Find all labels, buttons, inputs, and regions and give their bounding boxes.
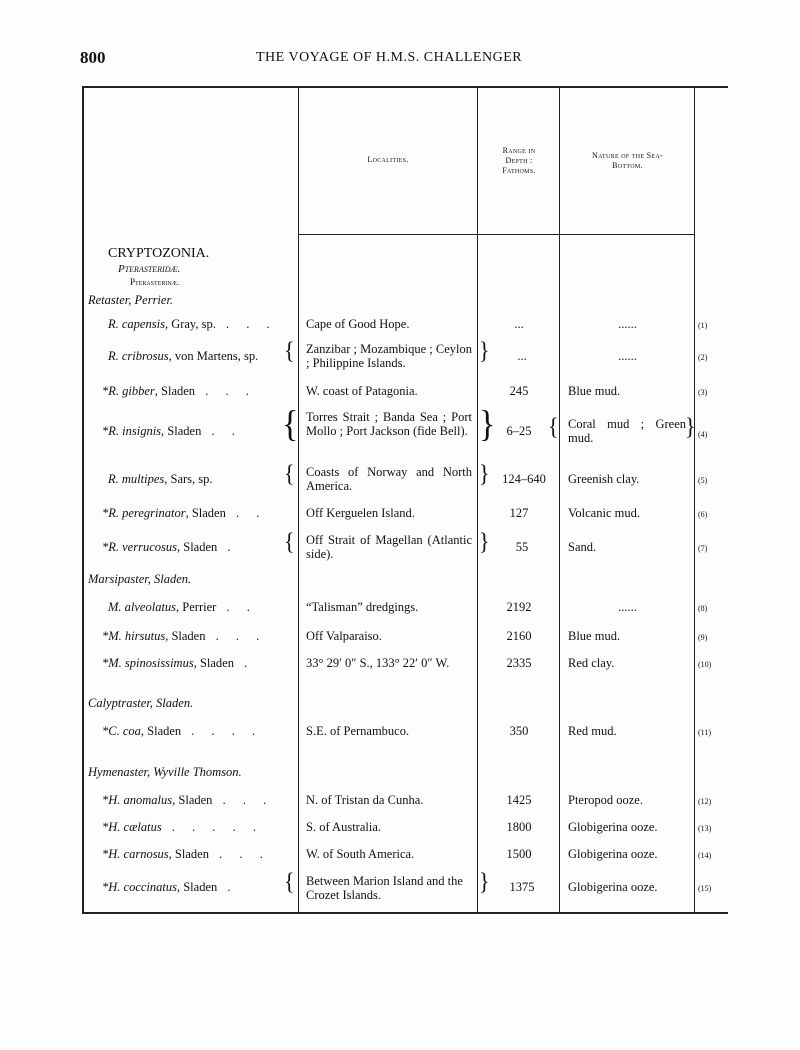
species-authority: , Sladen xyxy=(172,793,213,807)
table-row-bottom: Globigerina ooze. xyxy=(568,880,658,894)
species-name: *R. gibber xyxy=(102,384,155,398)
species-authority: , Sladen xyxy=(168,847,209,861)
table-row-ref: (4) xyxy=(698,430,708,439)
table-row-ref: (12) xyxy=(698,797,712,806)
table-row-depth: 1425 xyxy=(506,793,532,807)
table-row-bottom: Sand. xyxy=(568,540,597,554)
table-row-depth: 2192 xyxy=(506,600,532,614)
table-row-species xyxy=(108,472,213,486)
table-row-locality: Off Strait of Magellan (Atlantic side). xyxy=(306,533,472,561)
species-name: *H. coccinatus xyxy=(102,880,177,894)
species-authority: , von Martens, sp. xyxy=(168,349,259,363)
table-row-depth: 6–25 xyxy=(506,424,532,438)
species-authority: , Sladen xyxy=(161,424,202,438)
brace-left: { xyxy=(284,459,295,488)
header-bottom-line-1: Nature of the Sea- xyxy=(592,151,663,160)
table-row-bottom: ...... xyxy=(618,349,637,363)
header-depth xyxy=(479,146,559,176)
table-row-ref: (15) xyxy=(698,884,712,893)
brace-left: { xyxy=(284,527,295,556)
header-sea-bottom xyxy=(561,151,694,171)
order-heading: CRYPTOZONIA. xyxy=(108,246,210,261)
brace-left: { xyxy=(548,412,559,441)
table-row-ref: (6) xyxy=(698,510,708,519)
brace-left: { xyxy=(282,404,299,445)
header-depth-line-2: Depth : xyxy=(505,156,533,165)
table-row-ref: (7) xyxy=(698,544,708,553)
table-row-depth: ... xyxy=(514,317,524,331)
table-top-rule xyxy=(82,86,728,88)
table-row-species: *H. cælatus . . . . . xyxy=(102,820,263,834)
table-row-bottom: Greenish clay. xyxy=(568,472,640,486)
table-row-depth: 245 xyxy=(509,384,529,398)
species-authority: , Perrier xyxy=(176,600,217,614)
species-authority: , Sladen xyxy=(185,506,226,520)
table-row-species: *M. hirsutus, Sladen . . . xyxy=(102,629,267,643)
brace-left: { xyxy=(284,867,295,896)
table-row-ref: (14) xyxy=(698,851,712,860)
table-row-species: *R. insignis, Sladen . . xyxy=(102,424,242,438)
species-authority: , Sladen xyxy=(176,880,218,894)
table-row-species: R. capensis, Gray, sp. . . . xyxy=(108,317,277,331)
table-row-locality: Coasts of Norway and North America. xyxy=(306,465,472,493)
table-row-depth: 1800 xyxy=(506,820,532,834)
table-row-bottom: Globigerina ooze. xyxy=(568,820,658,834)
species-authority: , Sladen xyxy=(177,540,218,554)
table-row-ref: (13) xyxy=(698,824,712,833)
species-authority: , Sars, sp. xyxy=(164,472,213,486)
table-row-ref: (2) xyxy=(698,353,708,362)
header-depth-line-1: Range in xyxy=(502,146,536,155)
table-row-species: *R. verrucosus, Sladen . xyxy=(102,540,238,554)
table-row-locality: Zanzibar ; Mozambique ; Ceylon ; Philippine Islands. xyxy=(306,342,472,370)
family-heading: Pterasteridæ. xyxy=(118,263,181,275)
species-name: R. cribrosus xyxy=(108,349,169,363)
table-row-ref: (11) xyxy=(698,728,712,737)
brace-right: } xyxy=(479,867,490,896)
column-rule-bottom xyxy=(559,88,560,912)
table-row-species: *H. coccinatus, Sladen . xyxy=(102,880,238,894)
species-name: *C. coa xyxy=(102,724,141,738)
species-name: M. alveolatus xyxy=(108,600,177,614)
table-row-locality: 33° 29′ 0″ S., 133° 22′ 0″ W. xyxy=(306,656,450,670)
table-row-locality: Between Marion Island and the Crozet Islands. xyxy=(306,874,463,902)
running-title: THE VOYAGE OF H.M.S. CHALLENGER xyxy=(256,50,523,65)
species-name: *R. insignis xyxy=(102,424,162,438)
table-row-locality: W. coast of Patagonia. xyxy=(306,384,418,398)
brace-right: } xyxy=(479,527,490,556)
genus-heading-calyptraster: Calyptraster, Sladen. xyxy=(88,696,194,710)
species-authority: , Gray, sp. xyxy=(164,317,216,331)
species-name: R. multipes xyxy=(108,472,165,486)
species-name: R. capensis xyxy=(108,317,165,331)
species-name: *H. anomalus xyxy=(102,793,173,807)
table-row-ref: (9) xyxy=(698,633,708,642)
page-number: 800 xyxy=(80,48,106,67)
column-rule-refs xyxy=(694,88,695,912)
table-row-depth: 1500 xyxy=(506,847,532,861)
table-row-species: M. alveolatus, Perrier . . xyxy=(108,600,257,614)
species-name: *M. spinosissimus xyxy=(102,656,194,670)
table-left-rule xyxy=(82,86,84,914)
header-bottom-rule xyxy=(298,234,694,235)
table-row-locality: Off Valparaiso. xyxy=(306,629,382,643)
species-authority: , Sladen xyxy=(140,724,182,738)
species-name: *H. cælatus xyxy=(102,820,162,834)
table-row-species: *H. anomalus, Sladen . . . xyxy=(102,793,274,807)
species-authority: , Sladen xyxy=(154,384,196,398)
table-row-species: *M. spinosissimus, Sladen . xyxy=(102,656,255,670)
table-row-ref: (1) xyxy=(698,321,708,330)
header-bottom-line-2: Bottom. xyxy=(612,161,643,170)
subfamily-heading: Pterasterinæ. xyxy=(130,277,180,287)
table-row-locality: Torres Strait ; Banda Sea ; Port Mollo ; Port Jackson (fide Bell). xyxy=(306,410,472,438)
table-row-bottom: Globigerina ooze. xyxy=(568,847,658,861)
table-row-bottom: Blue mud. xyxy=(568,384,621,398)
species-name: *M. hirsutus xyxy=(102,629,166,643)
species-authority: , Sladen xyxy=(165,629,206,643)
table-row-species: *R. peregrinator, Sladen . . xyxy=(102,506,267,520)
header-localities: Localities. xyxy=(367,155,409,164)
species-name: *R. verrucosus xyxy=(102,540,177,554)
table-row-ref: (10) xyxy=(698,660,712,669)
table-row-depth: 127 xyxy=(509,506,529,520)
table-row-ref: (5) xyxy=(698,476,708,485)
brace-right: } xyxy=(479,459,490,488)
brace-right: } xyxy=(479,404,496,445)
brace-left: { xyxy=(284,336,295,365)
table-row-locality: S. of Australia. xyxy=(306,820,381,834)
table-row-ref: (8) xyxy=(698,604,708,613)
table-row-bottom: ...... xyxy=(618,600,637,614)
table-row-depth: 55 xyxy=(515,540,529,554)
brace-right: } xyxy=(685,412,696,441)
table-row-depth: ... xyxy=(517,349,527,363)
species-name: *H. carnosus xyxy=(102,847,169,861)
table-row-species: *C. coa, Sladen . . . . xyxy=(102,724,263,738)
table-row-ref: (3) xyxy=(698,388,708,397)
table-row-bottom: Red clay. xyxy=(568,656,615,670)
table-row-bottom: Blue mud. xyxy=(568,629,621,643)
table-row-depth: 2160 xyxy=(506,629,532,643)
brace-right: } xyxy=(479,336,490,365)
table-row-bottom: ...... xyxy=(618,317,637,331)
species-name: *R. peregrinator xyxy=(102,506,186,520)
table-row-bottom: Volcanic mud. xyxy=(568,506,640,520)
table-row-depth: 124–640 xyxy=(502,472,546,486)
table-row-depth: 1375 xyxy=(509,880,535,894)
header-depth-line-3: Fathoms. xyxy=(502,166,536,175)
table-row-locality: Off Kerguelen Island. xyxy=(306,506,415,520)
table-row-bottom: Coral mud ; Green mud. xyxy=(568,417,686,445)
genus-heading-hymenaster: Hymenaster, Wyville Thomson. xyxy=(88,765,242,779)
table-row-depth: 350 xyxy=(509,724,529,738)
species-authority: , Sladen xyxy=(193,656,234,670)
table-row-bottom: Red mud. xyxy=(568,724,617,738)
column-rule-depth xyxy=(477,88,478,912)
genus-heading-retaster: Retaster, Perrier. xyxy=(88,293,174,307)
table-row-depth: 2335 xyxy=(506,656,532,670)
table-row-bottom: Pteropod ooze. xyxy=(568,793,643,807)
table-row-species: *H. carnosus, Sladen . . . xyxy=(102,847,270,861)
table-row-locality: S.E. of Pernambuco. xyxy=(306,724,410,738)
table-row-locality: Cape of Good Hope. xyxy=(306,317,410,331)
column-rule-localities xyxy=(298,88,299,912)
genus-heading-marsipaster: Marsipaster, Sladen. xyxy=(88,572,192,586)
table-row-locality: W. of South America. xyxy=(306,847,415,861)
table-row-locality: N. of Tristan da Cunha. xyxy=(306,793,424,807)
table-row-species xyxy=(108,349,258,363)
table-row-locality: “Talisman” dredgings. xyxy=(306,600,419,614)
table-bottom-rule xyxy=(82,912,728,914)
table-row-species: *R. gibber, Sladen . . . xyxy=(102,384,256,398)
